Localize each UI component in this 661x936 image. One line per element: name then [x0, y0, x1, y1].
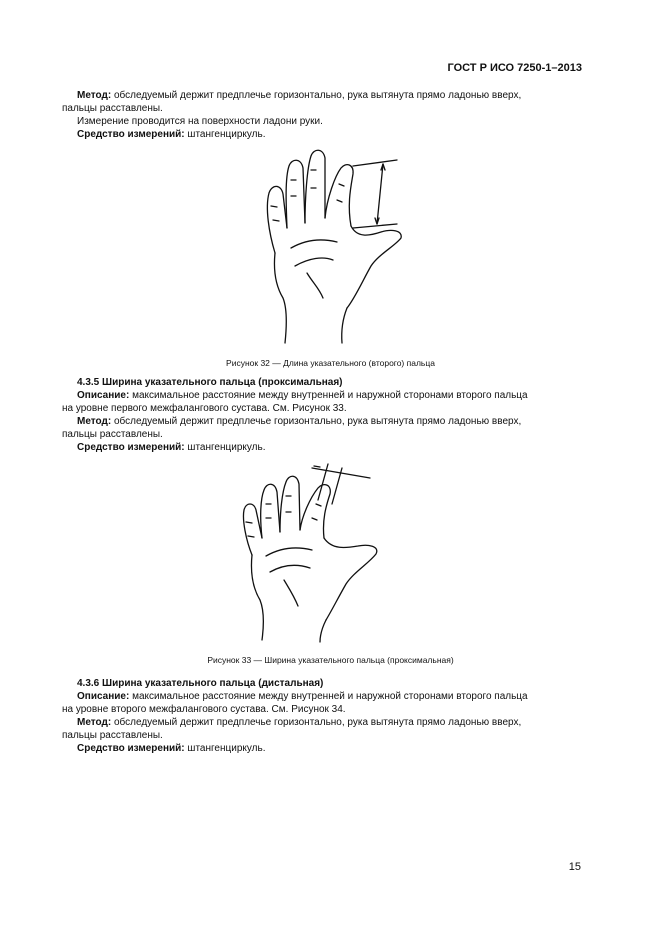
desc-text-cont: на уровне второго межфалангового сустава. См. Рисунок 34. — [62, 704, 346, 715]
section-436-heading: 4.3.6 Ширина указательного пальца (дистальная) — [77, 678, 324, 689]
tool-text: штангенциркуль. — [184, 129, 266, 140]
section-435-heading: 4.3.5 Ширина указательного пальца (проксимальная) — [77, 377, 343, 388]
page-number: 15 — [568, 861, 581, 873]
figure-33-caption: Рисунок 33 — Ширина указательного пальца (проксимальная) — [207, 655, 454, 665]
method-text-cont: пальцы расставлены. — [62, 730, 163, 741]
tool-label: Средство измерений: — [77, 743, 185, 754]
tool-label: Средство измерений: — [77, 442, 185, 453]
tool-label: Средство измерений: — [77, 129, 185, 140]
method-text: обследуемый держит предплечье горизонтально, рука вытянута прямо ладонью вверх, — [111, 416, 522, 427]
method-label: Метод: — [77, 416, 112, 427]
tool-text: штангенциркуль. — [184, 442, 266, 453]
tool-text: штангенциркуль. — [184, 743, 266, 754]
measure-note: Измерение проводится на поверхности ладони руки. — [77, 116, 323, 127]
figure-33-hand-illustration — [230, 460, 390, 645]
method-text: обследуемый держит предплечье горизонтально, рука вытянута прямо ладонью вверх, — [111, 90, 522, 101]
desc-text: максимальное расстояние между внутренней и наружной сторонами второго пальца — [129, 691, 528, 702]
method-text-cont: пальцы расставлены. — [62, 429, 163, 440]
desc-label: Описание: — [77, 390, 130, 401]
method-text-cont: пальцы расставлены. — [62, 103, 163, 114]
method-label: Метод: — [77, 717, 112, 728]
method-label: Метод: — [77, 90, 112, 101]
figure-32-hand-illustration — [255, 148, 415, 348]
figure-32-caption: Рисунок 32 — Длина указательного (второго) пальца — [226, 358, 435, 368]
desc-label: Описание: — [77, 691, 130, 702]
desc-text-cont: на уровне первого межфалангового сустава. См. Рисунок 33. — [62, 403, 347, 414]
desc-text: максимальное расстояние между внутренней и наружной сторонами второго пальца — [129, 390, 528, 401]
document-header: ГОСТ Р ИСО 7250-1–2013 — [447, 62, 582, 74]
method-text: обследуемый держит предплечье горизонтально, рука вытянута прямо ладонью вверх, — [111, 717, 522, 728]
